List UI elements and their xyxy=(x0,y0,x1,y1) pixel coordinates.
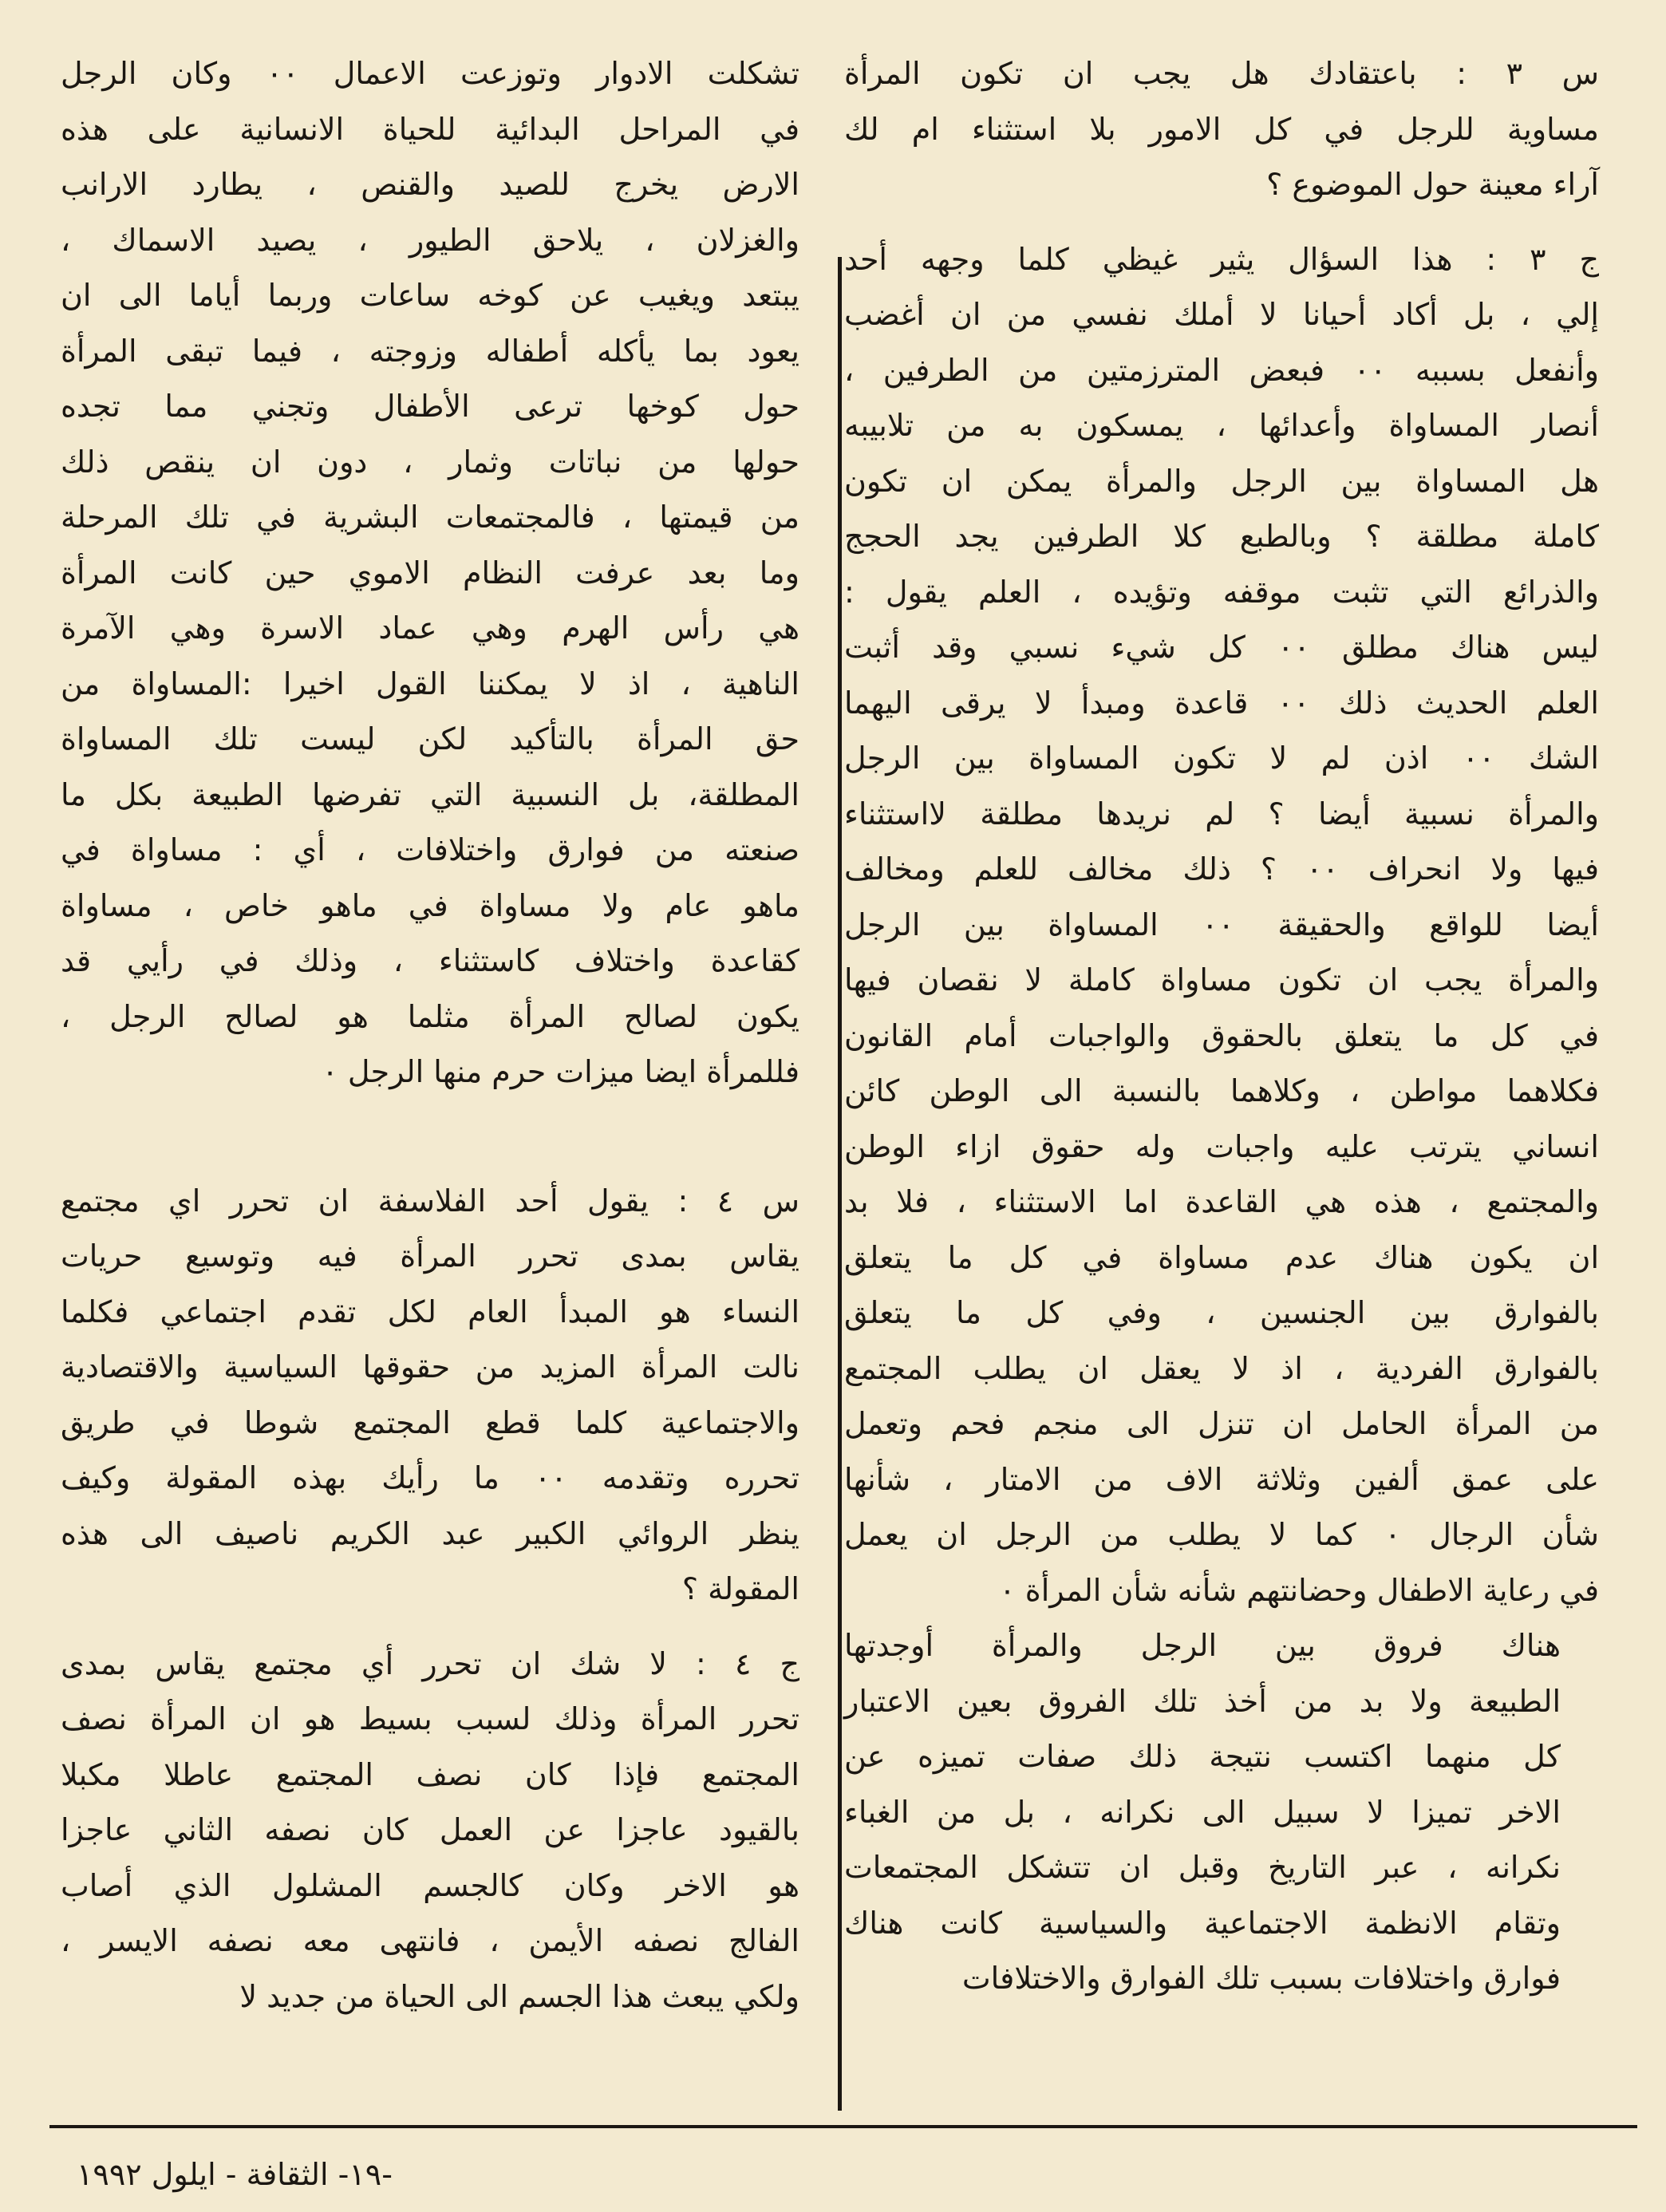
text-line: آراء معينة حول الموضوع ؟ xyxy=(1266,167,1599,202)
text-line: صنعته من فوارق واختلافات ، أي : مساواة في xyxy=(61,832,799,867)
text-line: وما بعد عرفت النظام الاموي حين كانت المرأة xyxy=(61,555,799,591)
left-column xyxy=(61,46,799,2024)
answer-4 xyxy=(61,1637,799,2025)
answer-3-continuation xyxy=(61,46,799,1100)
footer-separator: - xyxy=(225,2157,237,2192)
text-line: حولها من نباتات وثمار ، دون ان ينقص ذلك xyxy=(61,444,799,480)
question-4 xyxy=(61,1174,799,1618)
paragraph-gap xyxy=(61,1618,799,1637)
text-line: بالقيود عاجزا عن العمل كان نصفه الثاني عاجزا xyxy=(61,1812,799,1847)
text-line: كل منهما اكتسب نتيجة ذلك صفات تميزه عن xyxy=(844,1739,1561,1774)
answer-3-continued xyxy=(844,1618,1599,2007)
text-line: ج ٣ : هذا السؤال يثير غيظي كلما وجهه أحد xyxy=(844,241,1599,277)
text-line: العلم الحديث ذلك ٠٠ قاعدة ومبدأ لا يرقى اليهما xyxy=(844,685,1599,721)
text-line: ينظر الروائي الكبير عبد الكريم ناصيف الى هذه xyxy=(61,1515,799,1551)
text-line: انساني يترتب عليه واجبات وله حقوق ازاء الوطن xyxy=(844,1128,1599,1164)
text-line: هو الاخر وكان كالجسم المشلول الذي أصاب xyxy=(61,1867,799,1903)
text-line: إلي ، بل أكاد أحيانا لا أملك نفسي من ان أغضب xyxy=(844,297,1599,332)
text-line: تحرر المرأة وذلك لسبب بسيط هو ان المرأة نصف xyxy=(61,1701,799,1736)
text-line: ج ٤ : لا شك ان تحرر أي مجتمع يقاس بمدى xyxy=(61,1645,800,1681)
text-line: ماهو عام ولا مساواة في ماهو خاص ، مساواة xyxy=(61,887,799,923)
answer-3 xyxy=(844,232,1599,1619)
text-line: والاجتماعية كلما قطع المجتمع شوطا في طريق xyxy=(61,1404,799,1440)
issue-month: ايلول xyxy=(151,2157,216,2192)
text-line: المقولة ؟ xyxy=(681,1571,799,1606)
text-line: المجتمع فإذا كان نصف المجتمع عاطلا مكبلا xyxy=(61,1756,799,1792)
text-line: يعود بما يأكله أطفاله وزوجته ، فيما تبقى المرأة xyxy=(61,333,799,369)
issue-year: ١٩٩٢ xyxy=(77,2157,142,2192)
text-line: س ٤ : يقول أحد الفلاسفة ان تحرر اي مجتمع xyxy=(61,1183,800,1219)
column-divider xyxy=(838,257,842,2111)
magazine-name: الثقافة xyxy=(246,2157,329,2192)
text-line: مساوية للرجل في كل الامور بلا استثناء ام لك xyxy=(844,111,1599,147)
footer-rule xyxy=(49,2125,1637,2128)
text-line: يبتعد ويغيب عن كوخه ساعات وربما أياما الى ان xyxy=(61,278,799,313)
right-column xyxy=(844,46,1599,2007)
text-line: بالفوارق بين الجنسين ، وفي كل ما يتعلق xyxy=(844,1295,1599,1330)
question-3 xyxy=(844,46,1599,213)
text-line: أيضا للواقع والحقيقة ٠٠ المساواة بين الرجل xyxy=(844,907,1599,942)
text-line: أنصار المساواة وأعدائها ، يمسكون به من تلابيبه xyxy=(844,408,1599,443)
text-line: هل المساواة بين الرجل والمرأة يمكن ان تكون xyxy=(844,463,1599,499)
text-line: يقاس بمدى تحرر المرأة فيه وتوسيع حريات xyxy=(61,1238,799,1274)
text-line: حق المرأة بالتأكيد لكن ليست تلك المساواة xyxy=(61,721,799,756)
text-line: تحرره وتقدمه ٠٠ ما رأيك بهذه المقولة وكيف xyxy=(61,1460,799,1495)
text-line: كاملة مطلقة ؟ وبالطبع كلا الطرفين يجد الحجج xyxy=(844,519,1599,554)
page-number: -١٩- xyxy=(338,2157,393,2192)
text-line: وتقام الانظمة الاجتماعية والسياسية كانت هناك xyxy=(844,1905,1561,1941)
paragraph-gap xyxy=(844,213,1599,232)
text-line: فللمرأة ايضا ميزات حرم منها الرجل ٠ xyxy=(322,1054,799,1089)
text-line: والمرأة نسبية أيضا ؟ لم نريدها مطلقة لااستثناء xyxy=(844,796,1599,831)
text-line: فيها ولا انحراف ٠٠ ؟ ذلك مخالف للعلم ومخالف xyxy=(844,851,1599,887)
text-line: والمرأة يجب ان تكون مساواة كاملة لا نقصان فيها xyxy=(844,962,1599,997)
text-line: ان يكون هناك عدم مساواة في كل ما يتعلق xyxy=(844,1239,1599,1275)
text-line: فوارق واختلافات بسبب تلك الفوارق والاختلافات xyxy=(961,1961,1561,1996)
text-line: من قيمتها ، فالمجتمعات البشرية في تلك المرحلة xyxy=(61,500,799,535)
text-line: حول كوخها ترعى الأطفال وتجني مما تجده xyxy=(61,389,799,424)
text-line: على عمق ألفين وثلاثة الاف من الامتار ، شأنها xyxy=(844,1461,1599,1497)
text-line: هي رأس الهرم وهي عماد الاسرة وهي الآمرة xyxy=(61,610,799,646)
text-line: ليس هناك مطلق ٠٠ كل شيء نسبي وقد أثبت xyxy=(844,630,1599,665)
text-line: الشك ٠٠ اذن لم لا تكون المساواة بين الرجل xyxy=(844,741,1599,776)
text-line: الفالج نصفه الأيمن ، فانتهى معه نصفه الايسر ، xyxy=(61,1923,799,1958)
text-line: في المراحل البدائية للحياة الانسانية على هذه xyxy=(61,111,799,147)
text-line: الاخر تميزا لا سبيل الى نكرانه ، بل من الغباء xyxy=(844,1794,1561,1830)
text-line: نكرانه ، عبر التاريخ وقبل ان تتشكل المجتمعات xyxy=(844,1850,1561,1885)
text-line: في كل ما يتعلق بالحقوق والواجبات أمام القانون xyxy=(844,1017,1599,1053)
text-line: فكلاهما مواطن ، وكلاهما بالنسبة الى الوطن كائن xyxy=(844,1073,1599,1108)
section-gap xyxy=(61,1100,799,1174)
text-line: بالفوارق الفردية ، اذ لا يعقل ان يطلب المجتمع xyxy=(844,1350,1599,1386)
text-line: في رعاية الاطفال وحضانتهم شأنه شأن المرأة ٠ xyxy=(999,1572,1599,1608)
text-line: من المرأة الحامل ان تنزل الى منجم فحم وتعمل xyxy=(844,1406,1599,1441)
text-line: والذرائع التي تثبت موقفه وتؤيده ، العلم يقول : xyxy=(844,574,1599,610)
text-line: الارض يخرج للصيد والقنص ، يطارد الارانب xyxy=(61,167,799,202)
text-line: تشكلت الادوار وتوزعت الاعمال ٠٠ وكان الرجل xyxy=(61,56,799,91)
text-line: المطلقة، بل النسبية التي تفرضها الطبيعة بكل ما xyxy=(61,776,799,812)
text-line: شأن الرجال ٠ كما لا يطلب من الرجل ان يعمل xyxy=(844,1517,1600,1552)
text-line: يكون لصالح المرأة مثلما هو لصالح الرجل ، xyxy=(61,998,799,1034)
text-line: نالت المرأة المزيد من حقوقها السياسية والاقتصادية xyxy=(61,1349,799,1384)
text-line: والغزلان ، يلاحق الطيور ، يصيد الاسماك ، xyxy=(61,222,799,258)
text-line: النساء هو المبدأ العام لكل تقدم اجتماعي فكلما xyxy=(61,1294,799,1329)
page-footer xyxy=(77,2155,393,2194)
text-line: كقاعدة واختلاف كاستثناء ، وذلك في رأيي قد xyxy=(61,943,799,978)
text-line: هناك فروق بين الرجل والمرأة أوجدتها xyxy=(844,1628,1561,1663)
text-line: س ٣ : باعتقادك هل يجب ان تكون المرأة xyxy=(844,56,1600,91)
text-line: والمجتمع ، هذه هي القاعدة اما الاستثناء ، فلا بد xyxy=(844,1184,1599,1219)
text-line: ولكي يبعث هذا الجسم الى الحياة من جديد لا xyxy=(239,1978,799,2014)
text-line: الناهية ، اذ لا يمكننا القول اخيرا :المساواة من xyxy=(61,666,799,701)
text-line: وأنفعل بسببه ٠٠ فبعض المترزمتين من الطرفين ، xyxy=(844,352,1599,388)
text-line: الطبيعة ولا بد من أخذ تلك الفروق بعين الاعتبار xyxy=(844,1683,1561,1719)
